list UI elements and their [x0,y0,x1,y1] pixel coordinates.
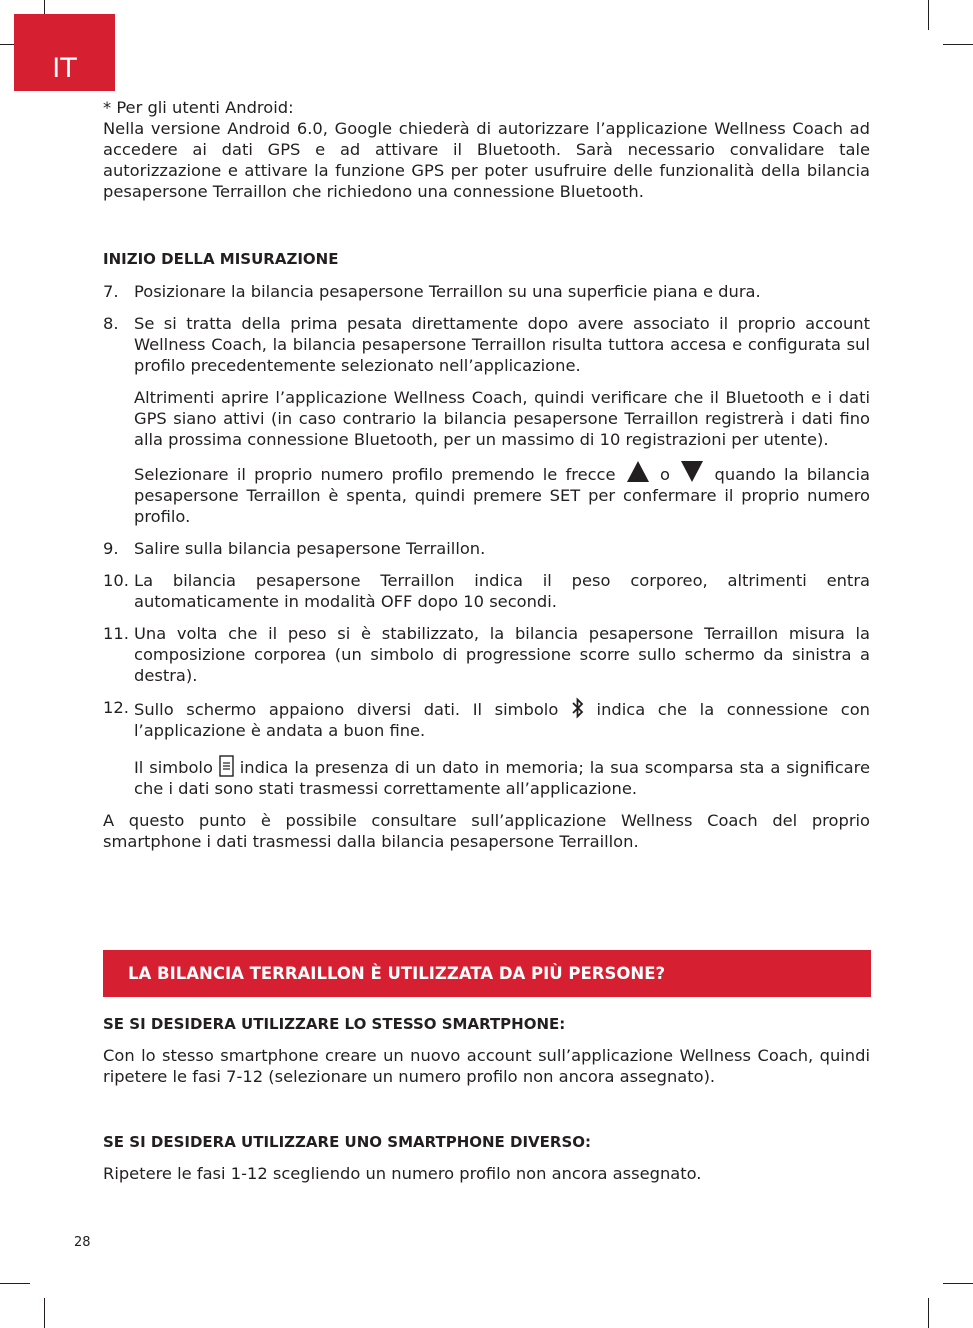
step-text: Posizionare la bilancia pesapersone Terraillon su una superficie piana e dura. [134,282,761,301]
step-text [134,461,870,527]
arrow-up-icon [627,461,649,482]
other-phone-heading: SE SI DESIDERA UTILIZZARE UNO SMARTPHONE DIVERSO: [103,1133,592,1151]
measurement-heading: INIZIO DELLA MISURAZIONE [103,250,339,268]
android-note-title: * Per gli utenti Android: [103,98,294,117]
android-note-body: Nella versione Android 6.0, Google chiederà di autorizzare l’applicazione Wellness Coach ad accedere ai dati GPS e ad attivare il Bluetooth. Sarà necessario convalidare tale autorizzazione e attivare la funzione GPS per poter usufruire delle funzionalità della bilancia pesapersone Terraillon che richiedono una connessione Bluetooth. [103,119,870,201]
same-phone-text: Con lo stesso smartphone creare un nuovo account sull’applicazione Wellness Coach, quindi ripetere le fasi 7-12 (selezionare un numero profilo non ancora assegnato). [103,1046,870,1086]
list-item [103,281,870,302]
step-text-part: Il simbolo [134,758,213,777]
list-item [103,623,870,686]
same-phone-section [103,1014,870,1087]
page-number: 28 [74,1235,91,1250]
crop-mark [928,1298,929,1328]
list-item [103,313,870,527]
step-text-part: quando la bilancia pesapersone Terraillon è spenta, quindi premere SET per confermare il proprio numero profilo. [134,465,870,526]
list-item [103,538,870,559]
step-text: Una volta che il peso si è stabilizzato, la bilancia pesapersone Terraillon misura la composizione corporea (un simbolo di progressione scorre sullo schermo da sinistra a destra). [134,624,870,685]
steps-list [103,281,870,799]
list-item [103,570,870,612]
step-text-part: indica che la connessione con l’applicazione è andata a buon fine. [134,700,870,740]
step-text: Salire sulla bilancia pesapersone Terraillon. [134,539,486,558]
main-content [103,97,870,852]
memory-icon [219,755,234,777]
step-text [134,755,870,799]
step-text: Altrimenti aprire l’applicazione Wellness Coach, quindi verificare che il Bluetooth e i dati GPS siano attivi (in caso contrario la bilancia pesapersone Terraillon registrerà i dati fino alla prossima connessione Bluetooth, per un massimo di 10 registrazioni per utente). [134,388,870,449]
step-number: 7. [103,282,119,301]
other-phone-section [103,1132,870,1184]
step-number: 12. [103,698,129,717]
step-number: 11. [103,624,129,643]
step-text-part: indica la presenza di un dato in memoria; la sua scomparsa sta a significare che i dati sono stati trasmessi correttamente all’applicazione. [134,758,870,798]
step-text-part: Sullo schermo appaiono diversi dati. Il simbolo [134,700,559,719]
arrow-down-icon [681,461,703,482]
bluetooth-icon [571,697,584,719]
section-banner [103,950,871,997]
same-phone-heading: SE SI DESIDERA UTILIZZARE LO STESSO SMARTPHONE: [103,1015,566,1033]
crop-mark [0,1283,30,1284]
language-tab [14,14,115,91]
language-label: IT [52,53,77,84]
list-item [103,697,870,799]
step-text-part: Selezionare il proprio numero profilo premendo le frecce [134,465,616,484]
crop-mark [943,1283,973,1284]
step-text: La bilancia pesapersone Terraillon indica il peso corporeo, altrimenti entra automaticamente in modalità OFF dopo 10 secondi. [134,571,870,611]
step-text [134,697,870,741]
step-text: Se si tratta della prima pesata direttamente dopo avere associato il proprio account Wellness Coach, la bilancia pesapersone Terraillon risulta tuttora accesa e configurata sul profilo precedentemente selezionato nell’applicazione. [134,314,870,375]
step-number: 10. [103,571,129,590]
other-phone-text: Ripetere le fasi 1-12 scegliendo un numero profilo non ancora assegnato. [103,1164,702,1183]
crop-mark [943,44,973,45]
closing-text: A questo punto è possibile consultare sull’applicazione Wellness Coach del proprio smartphone i dati trasmessi dalla bilancia pesapersone Terraillon. [103,811,870,851]
crop-mark [44,1298,45,1328]
crop-mark [928,0,929,30]
banner-title: LA BILANCIA TERRAILLON È UTILIZZATA DA PIÙ PERSONE? [128,964,666,983]
step-number: 8. [103,314,119,333]
step-text-part: o [660,465,671,484]
step-number: 9. [103,539,119,558]
